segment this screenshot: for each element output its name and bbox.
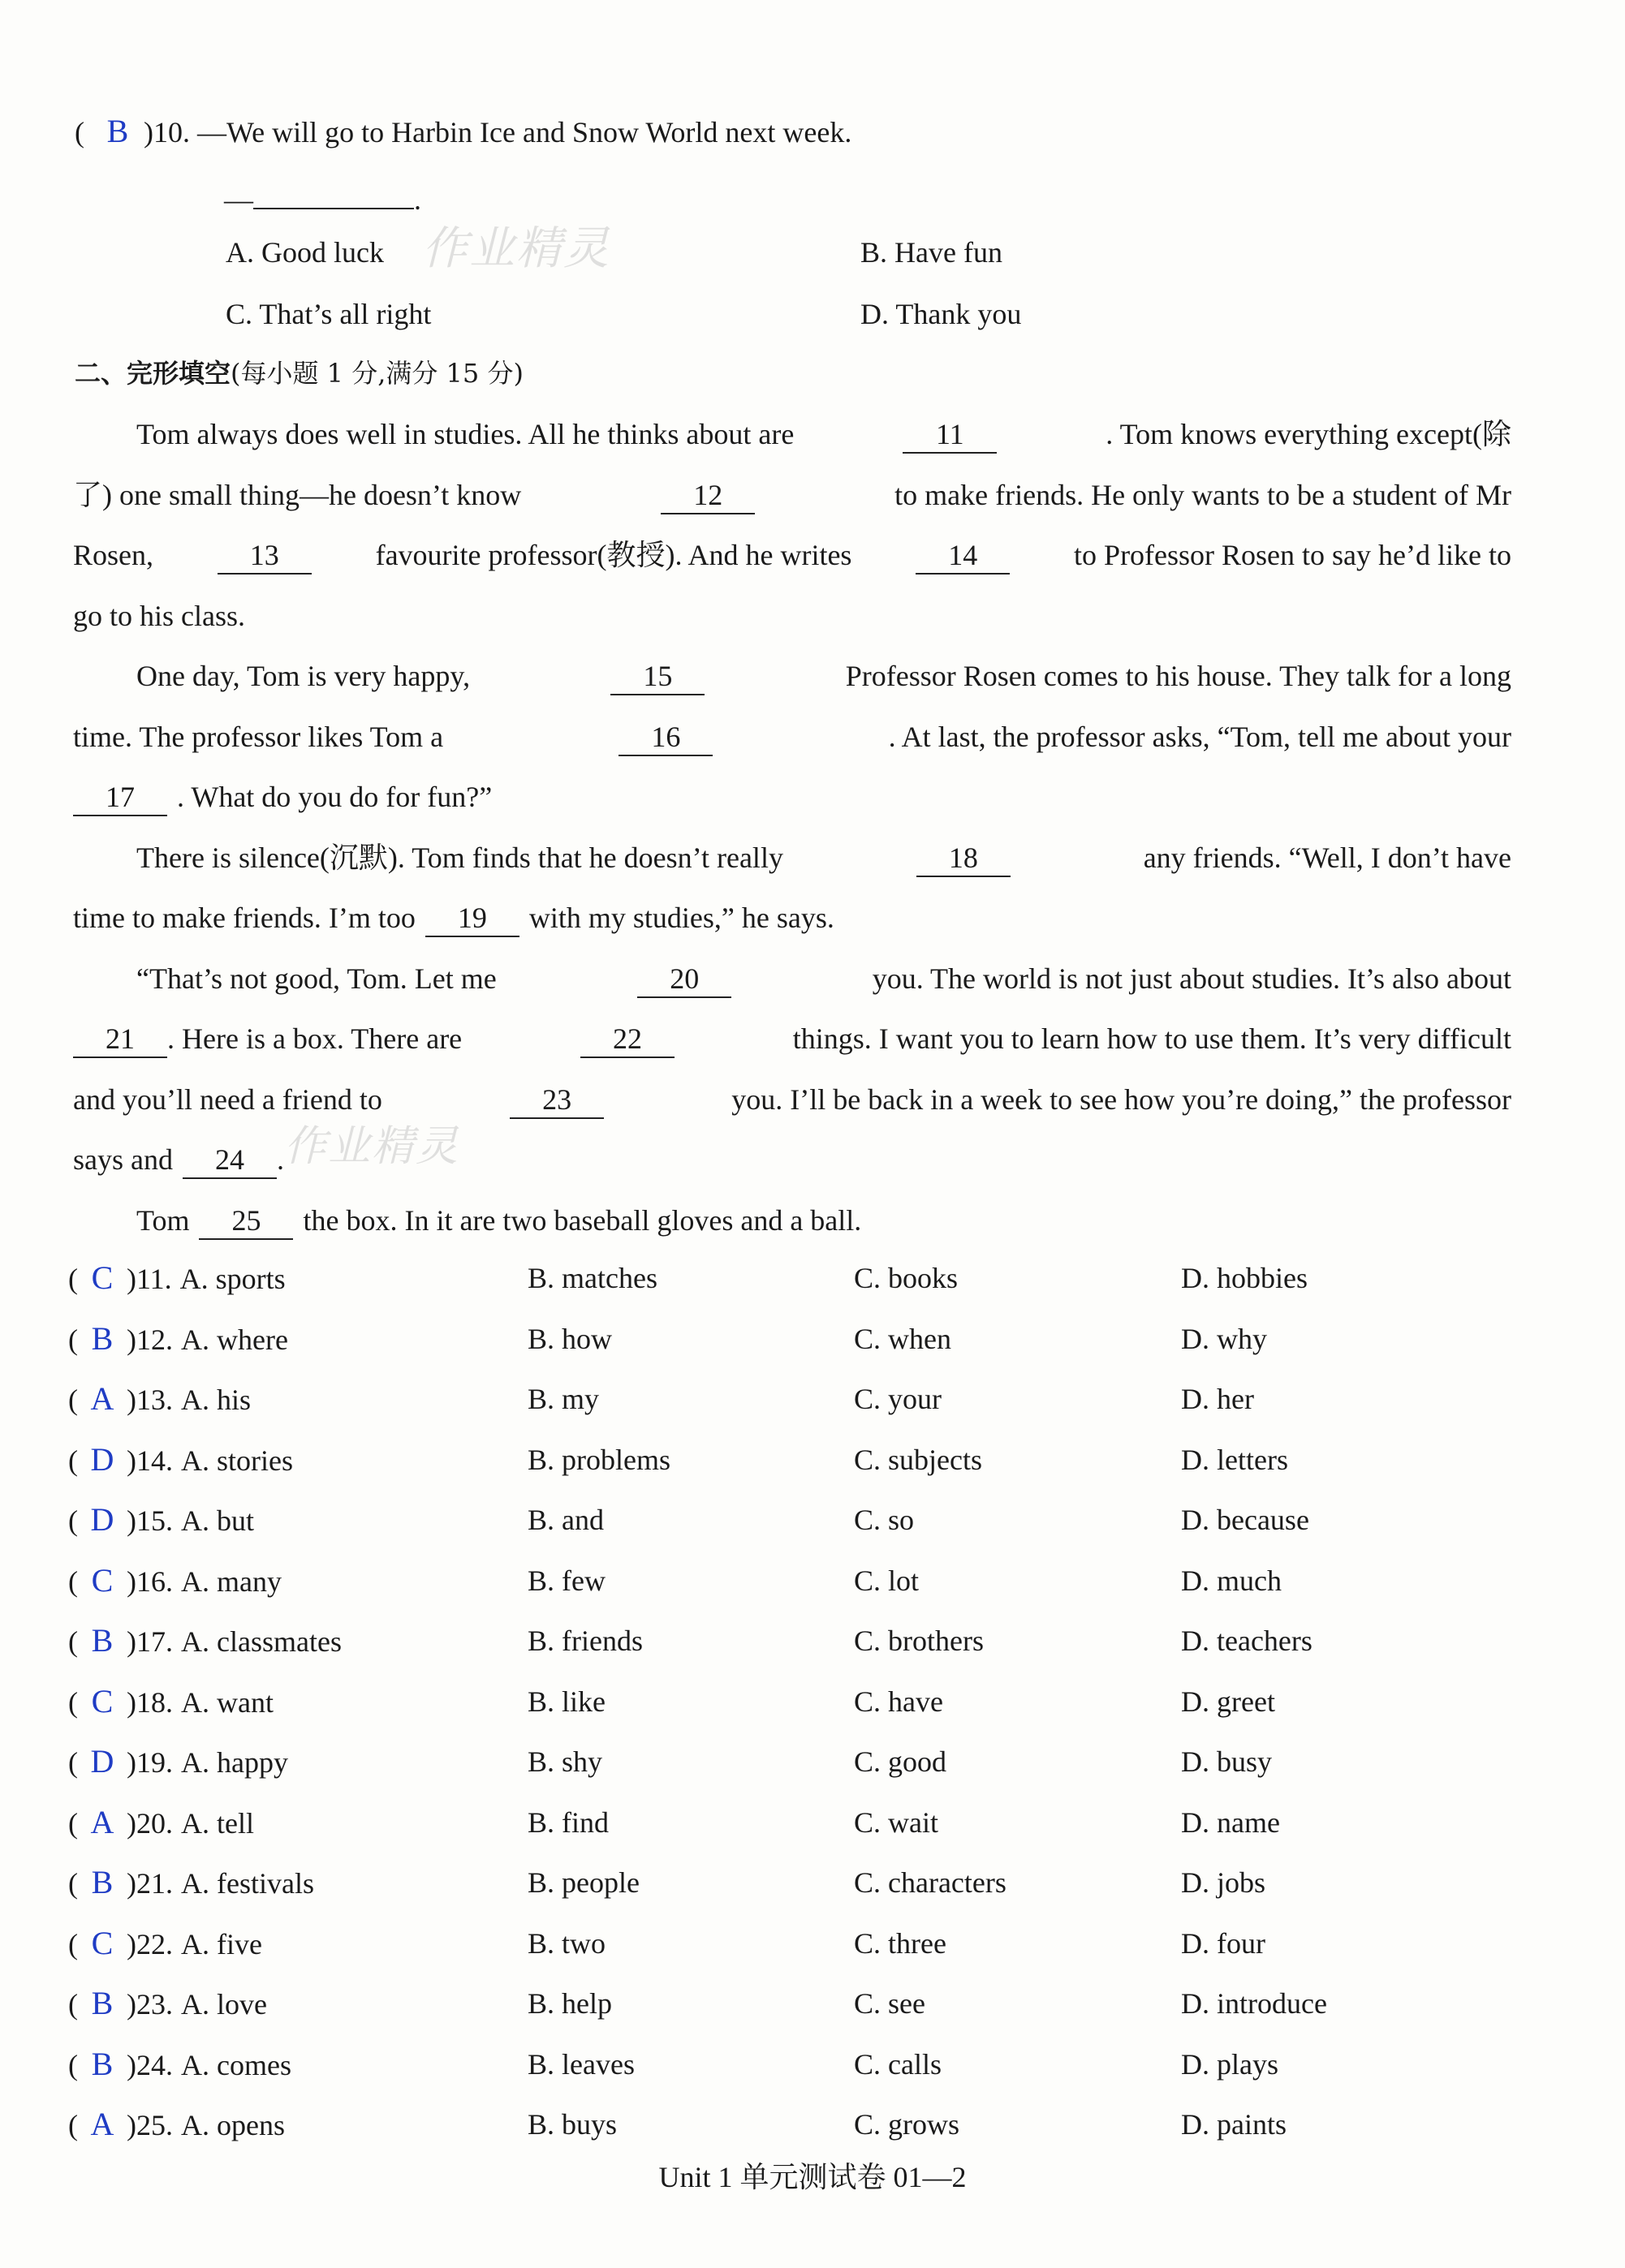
paren-open: ( (68, 1927, 78, 1960)
option-c: C. three (854, 1926, 946, 1960)
option-b: B. my (528, 1383, 600, 1415)
option-c: C. see (854, 1987, 925, 2020)
question-head (68, 1983, 267, 2025)
blank-14: 14 (916, 539, 1010, 575)
question-head (68, 1258, 286, 1299)
passage-line: go to his class. (73, 599, 245, 632)
option-d: D. teachers (1181, 1625, 1312, 1657)
paren-open: ( (68, 1806, 78, 1840)
question-head (68, 1741, 288, 1783)
blank-18: 18 (916, 841, 1011, 877)
question-number: )23. (127, 1988, 173, 2021)
option-b: B. help (528, 1987, 612, 2020)
option-b: B. leaves (528, 2047, 635, 2081)
question-row (0, 1862, 1625, 1911)
question-row (0, 1258, 1625, 1306)
option-a: A. sports (179, 1263, 286, 1295)
option-b: B. matches (528, 1262, 657, 1294)
section-heading (75, 353, 524, 394)
blank-20: 20 (637, 962, 731, 998)
option-a: A. his (181, 1384, 252, 1416)
question-row (0, 1620, 1625, 1669)
question-head (68, 1681, 274, 1723)
blank-19: 19 (425, 902, 519, 937)
option-b: B. and (528, 1504, 604, 1536)
option-c: C. calls (854, 2047, 942, 2081)
option-a: A. classmates (181, 1625, 342, 1658)
option-c: C. grows (854, 2108, 960, 2141)
paren-open: ( (68, 1625, 78, 1658)
paren-open: ( (68, 2109, 78, 2141)
option-d: D. busy (1181, 1745, 1273, 1778)
answer-mark: C (91, 1259, 114, 1296)
blank-24: 24 (183, 1143, 277, 1179)
paren-open: ( (68, 1504, 78, 1537)
blank-12: 12 (661, 479, 755, 514)
question-number: )12. (127, 1323, 173, 1356)
question-row (0, 1319, 1625, 1367)
question-number: )15. (127, 1504, 173, 1537)
question-number: )18. (127, 1685, 173, 1719)
passage-line: 21 . Here is a box. There are 22 things. I want you to learn how to use them. It’s very difficult (73, 1009, 1511, 1069)
blank-23: 23 (510, 1083, 604, 1119)
option-c: C. wait (854, 1805, 938, 1839)
question-row (0, 2044, 1625, 2093)
reply-blank (253, 174, 414, 209)
question-row (0, 1379, 1625, 1427)
passage-line: “That’s not good, Tom. Let me 20 you. The world is not just about studies. It’s also about (73, 949, 1511, 1009)
option-a: A. stories (181, 1444, 293, 1477)
option-a: A. love (181, 1988, 267, 2021)
option-c: C. characters (854, 1866, 1006, 1899)
option-c: C. your (854, 1383, 942, 1415)
question-row (0, 1923, 1625, 1972)
question-text: —We will go to Harbin Ice and Snow World next week. (197, 116, 852, 148)
question-head (68, 1560, 282, 1602)
answer-mark: A (90, 2106, 114, 2142)
question-number: )14. (127, 1444, 173, 1477)
option-d: D. introduce (1181, 1987, 1327, 2020)
question-number: )21. (127, 1867, 173, 1900)
question-head (68, 1923, 262, 1965)
option-a: A. but (181, 1504, 254, 1537)
option-d: D. hobbies (1181, 1262, 1308, 1294)
paren-open: ( (68, 2048, 78, 2081)
answer-mark: D (90, 1440, 114, 1478)
option-d: D. much (1181, 1564, 1282, 1597)
question-head (68, 1620, 342, 1662)
paren-open: ( (68, 1685, 78, 1719)
answer-mark: D (90, 1501, 114, 1538)
q10-option-d: D. Thank you (860, 298, 1022, 330)
option-d: D. why (1181, 1322, 1267, 1355)
blank-15: 15 (610, 660, 705, 695)
option-b: B. how (528, 1322, 613, 1355)
answer-mark: B (91, 2045, 114, 2082)
answer-mark: B (91, 1319, 114, 1357)
option-d: D. plays (1181, 2047, 1278, 2081)
option-b: B. find (528, 1805, 610, 1839)
paren-open: ( (68, 1564, 78, 1598)
answer-mark: B (91, 1622, 114, 1659)
paren-open: ( (68, 1384, 78, 1416)
question-number: )11. (127, 1263, 172, 1295)
option-a: A. festivals (181, 1867, 314, 1900)
answer-mark: A (90, 1803, 114, 1840)
paren-open: ( (68, 1746, 78, 1779)
question-number: )19. (127, 1746, 173, 1779)
option-c: C. have (854, 1685, 943, 1718)
passage-line: 17 . What do you do for fun?” (73, 767, 1511, 828)
question-row (0, 1741, 1625, 1790)
passage-line: time to make friends. I’m too 19 with my studies,” he says. (73, 888, 1511, 949)
option-d: D. greet (1181, 1685, 1275, 1718)
answer-mark: D (90, 1743, 114, 1780)
option-b: B. two (528, 1926, 606, 1960)
option-b: B. people (528, 1866, 640, 1899)
answer-mark: C (91, 1561, 114, 1599)
answer-mark: A (90, 1380, 114, 1417)
passage-line: Tom 25 the box. In it are two baseball gloves and a ball. (73, 1190, 1511, 1251)
option-d: D. because (1181, 1504, 1309, 1536)
question-head (68, 2044, 291, 2085)
option-c: C. so (854, 1504, 915, 1536)
passage-line: and you’ll need a friend to 23 you. I’ll be back in a week to see how you’re doing,” the professor (73, 1069, 1511, 1130)
option-b: B. few (528, 1564, 606, 1597)
option-a: A. opens (181, 2109, 285, 2141)
question-number: )17. (127, 1625, 173, 1658)
blank-21: 21 (73, 1022, 167, 1058)
option-a: A. happy (181, 1746, 288, 1779)
option-d: D. jobs (1181, 1866, 1266, 1899)
q10-reply (224, 174, 421, 220)
blank-13: 13 (218, 539, 312, 575)
question-number: )13. (127, 1384, 173, 1416)
question-number: )22. (127, 1927, 173, 1960)
option-a: A. want (181, 1685, 274, 1719)
paren-open: ( (68, 1988, 78, 2021)
question-head (68, 1500, 254, 1541)
question-row (0, 1560, 1625, 1609)
question-head (68, 1440, 293, 1481)
option-b: B. like (528, 1685, 606, 1718)
answer-mark: B (91, 1864, 114, 1900)
option-c: C. lot (854, 1564, 920, 1597)
option-b: B. shy (528, 1745, 603, 1778)
question-head (68, 2104, 285, 2145)
question-head (68, 1802, 254, 1844)
reply-period: . (414, 183, 421, 216)
paren-open: ( (75, 116, 84, 148)
blank-16: 16 (619, 721, 713, 756)
answer-mark: C (91, 1682, 114, 1719)
option-c: C. brothers (854, 1625, 984, 1657)
question-number: )16. (127, 1564, 173, 1598)
passage-line: time. The professor likes Tom a 16 . At last, the professor asks, “Tom, tell me about your (73, 707, 1511, 768)
watermark-logo: 作业精灵 (422, 222, 610, 275)
blank-25: 25 (199, 1204, 293, 1240)
blank-17: 17 (73, 781, 167, 816)
option-c: C. subjects (854, 1443, 982, 1476)
option-a: A. many (181, 1564, 282, 1598)
question-10 (75, 111, 851, 153)
page-footer: Unit 1 单元测试卷 01—2 (658, 2161, 967, 2193)
passage-line: Tom always does well in studies. All he thinks about are 11 . Tom knows everything except(除 (73, 404, 1511, 465)
q10-option-b: B. Have fun (860, 236, 1002, 269)
question-row (0, 1802, 1625, 1851)
paren-open: ( (68, 1323, 78, 1356)
question-row (0, 1500, 1625, 1548)
option-d: D. name (1181, 1805, 1280, 1839)
question-number: )24. (127, 2048, 173, 2081)
option-a: A. tell (181, 1806, 254, 1840)
blank-11: 11 (903, 418, 997, 454)
q10-option-a: A. Good luck (226, 236, 384, 269)
question-row (0, 1681, 1625, 1730)
answer-mark: B (91, 1985, 114, 2021)
paren-open: ( (68, 1867, 78, 1900)
option-a: A. where (181, 1323, 288, 1356)
option-a: A. five (181, 1927, 262, 1960)
passage-line: 了) one small thing—he doesn’t know 12 to make friends. He only wants to be a student of Mr (73, 465, 1511, 526)
question-row (0, 2104, 1625, 2153)
question-row (0, 1440, 1625, 1488)
blank-22: 22 (580, 1022, 675, 1058)
paren-open: ( (68, 1444, 78, 1477)
question-number: )25. (127, 2109, 173, 2141)
option-b: B. friends (528, 1625, 643, 1657)
option-c: C. books (854, 1262, 959, 1294)
option-a: A. comes (181, 2048, 291, 2081)
option-d: D. letters (1181, 1443, 1288, 1476)
question-head (68, 1862, 314, 1904)
option-d: D. her (1181, 1383, 1254, 1415)
section-note: (每小题 1 分,满分 15 分) (231, 358, 524, 389)
passage-line: There is silence(沉默). Tom finds that he doesn’t really 18 any friends. “Well, I don’t have (73, 828, 1511, 889)
option-c: C. good (854, 1745, 947, 1778)
option-b: B. buys (528, 2108, 618, 2141)
option-c: C. when (854, 1322, 951, 1355)
option-d: D. four (1181, 1926, 1265, 1960)
passage-line: Rosen, 13 favourite professor(教授). And he writes 14 to Professor Rosen to say he’d like to (73, 525, 1511, 586)
watermark-logo: 作业精灵 (284, 1122, 460, 1171)
question-row (0, 1983, 1625, 2032)
answer-mark: B (106, 113, 129, 149)
question-number: )10. (144, 116, 190, 148)
section-title: 二、完形填空 (75, 358, 231, 389)
passage-line: says and 24 . (73, 1130, 1511, 1190)
paren-open: ( (68, 1263, 78, 1295)
question-number: )20. (127, 1806, 173, 1840)
reply-dash: — (224, 183, 253, 216)
option-d: D. paints (1181, 2108, 1287, 2141)
passage-line: One day, Tom is very happy, 15 Professor Rosen comes to his house. They talk for a long (73, 646, 1511, 707)
option-b: B. problems (528, 1443, 670, 1476)
question-head (68, 1379, 251, 1420)
question-head (68, 1319, 288, 1360)
answer-mark: C (91, 1924, 114, 1961)
q10-option-c: C. That’s all right (226, 298, 432, 330)
